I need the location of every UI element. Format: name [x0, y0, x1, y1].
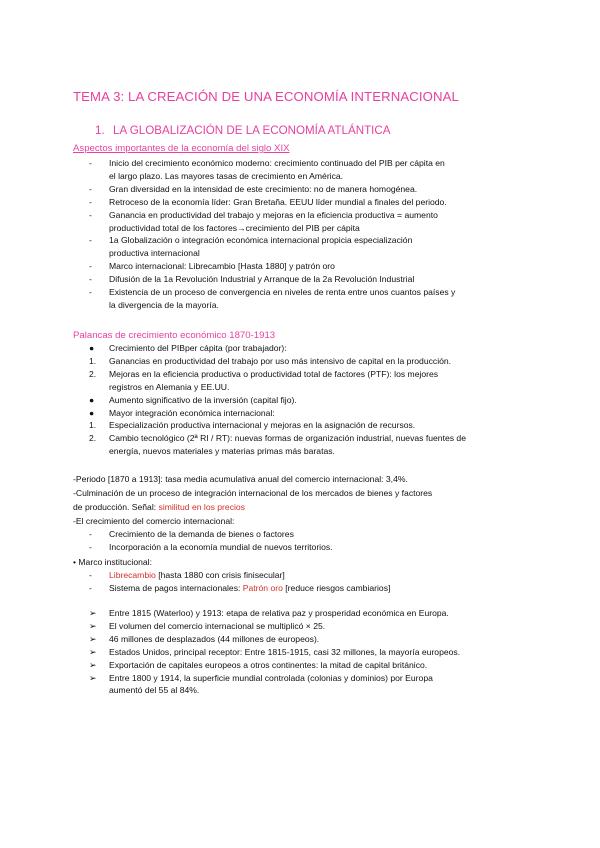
dash-marker: -	[89, 235, 92, 246]
list-item-text: Marco internacional: Librecambio [Hasta 1880] y patrón oro	[109, 261, 335, 272]
list-item-text: Gran diversidad en la intensidad de este crecimiento: no de manera homogénea.	[109, 183, 418, 194]
arrow-bullet-icon: ➢	[89, 608, 97, 618]
list-item-text: Crecimiento del PIBper cápita (por trabajador):	[109, 343, 287, 353]
list-item	[0, 646, 460, 659]
periodo-line-1: -Periodo [1870 a 1913]: tasa media acumulativa anual del comercio internacional: 3,4%.	[73, 474, 408, 484]
section-heading-text: LA GLOBALIZACIÓN DE LA ECONOMÍA ATLÁNTICA	[113, 124, 391, 137]
arrow-bullet-icon: ➢	[89, 659, 97, 670]
list-item-text: Aumento significativo de la inversión (capital fijo).	[109, 394, 297, 405]
list-item-text: Difusión de la 1a Revolución Industrial y Arranque de la 2a Revolución Industrial	[109, 274, 415, 285]
page-title: TEMA 3: LA CREACIÓN DE UNA ECONOMÍA INTERNACIONAL	[73, 89, 459, 104]
list-item	[0, 368, 466, 394]
periodo-line-2: -Culminación de un proceso de integración internacional de los mercados de bienes y factores	[73, 488, 433, 498]
aspectos-heading: Aspectos importantes de la economía del siglo XIX	[73, 143, 290, 154]
dash-marker: -	[89, 158, 92, 168]
list-item-text: el largo plazo. Las mayores tasas de crecimiento en América.	[109, 170, 344, 181]
list-item	[0, 582, 390, 595]
dash-marker: -	[89, 209, 92, 220]
arrow-bullet-icon: ➢	[89, 633, 97, 644]
arrow-bullet-icon: ➢	[89, 672, 97, 683]
bullet-marker: 1.	[89, 355, 97, 366]
list-item	[0, 528, 333, 541]
list-item	[0, 342, 466, 355]
pagos-text: Sistema de pagos internacionales:	[109, 582, 243, 593]
bullet-marker: ●	[89, 394, 95, 405]
list-item	[0, 286, 455, 312]
list-item-text: Especialización productiva internacional y mejoras en la asignación de recursos.	[109, 420, 416, 431]
dash-marker: -	[89, 183, 92, 194]
list-item-text: aumentó del 55 al 84%.	[109, 685, 200, 696]
marco-list	[0, 569, 390, 595]
list-item	[0, 355, 466, 368]
dash-marker: -	[89, 541, 92, 552]
list-item-text: Cambio tecnológico (2ª RI / RT): nuevas formas de organización industrial, nuevas fuentes de	[109, 433, 466, 444]
palancas-heading: Palancas de crecimiento económico 1870-1913	[73, 330, 276, 341]
librecambio-rest: [hasta 1880 con crisis finisecular]	[155, 570, 285, 580]
bullet-marker: 2.	[89, 368, 97, 379]
list-item-text: Exportación de capitales europeos a otros continentes: la mitad de capital británico.	[109, 659, 428, 670]
bullet-marker: 2.	[89, 433, 97, 444]
list-item	[0, 541, 333, 554]
periodo-line-3-text: de producción. Señal:	[73, 502, 159, 512]
librecambio-highlight: Librecambio	[109, 570, 156, 580]
list-item	[0, 260, 455, 273]
palancas-list	[0, 342, 466, 458]
list-item-text: Inicio del crecimiento económico moderno: crecimiento continuado del PIB per cápita en	[109, 158, 445, 168]
list-item-text: 46 millones de desplazados (44 millones de europeos).	[109, 633, 320, 644]
dash-marker: -	[89, 582, 92, 593]
list-item-text: Mayor integración económica internacional:	[109, 407, 275, 418]
list-item-text: la divergencia de la mayoría.	[109, 299, 219, 310]
dash-marker: -	[89, 196, 92, 207]
bullet-marker: ●	[89, 407, 95, 418]
list-item	[0, 157, 455, 183]
list-item-text: Ganancia en productividad del trabajo y mejoras en la eficiencia productiva = aumento	[109, 209, 438, 220]
list-item-text: Entre 1815 (Waterloo) y 1913: etapa de relativa paz y prosperidad económica en Europa.	[109, 608, 449, 618]
list-item	[0, 607, 460, 620]
marco-heading: • Marco institucional:	[73, 557, 152, 567]
list-item	[0, 419, 466, 432]
list-item-text: productiva internacional	[109, 248, 200, 259]
list-item-text: productividad total de los factores→crecimiento del PIB per cápita	[109, 222, 360, 233]
arrows-list	[0, 607, 460, 697]
list-item-text: 1a Globalización o integración económica internacional propicia especialización	[109, 235, 413, 246]
list-item-text: El volumen del comercio internacional se multiplicó × 25.	[109, 620, 326, 631]
list-item-text: Crecimiento de la demanda de bienes o factores	[109, 529, 294, 539]
bullet-marker: 1.	[89, 420, 97, 431]
list-item	[0, 183, 455, 196]
periodo-line-4: -El crecimiento del comercio internacional:	[73, 516, 235, 526]
list-item-text: Ganancias en productividad del trabajo por uso más intensivo de capital en la producción.	[109, 355, 452, 366]
list-item-text: Incorporación a la economía mundial de nuevos territorios.	[109, 541, 333, 552]
list-item	[0, 620, 460, 633]
periodo-highlight: similitud en los precios	[158, 502, 245, 512]
list-item	[0, 196, 455, 209]
pagos-rest: [reduce riesgos cambiarios]	[282, 582, 391, 593]
list-item	[0, 633, 460, 646]
list-item	[0, 394, 466, 407]
list-item-text: energía, nuevos materiales y materias primas más baratas.	[109, 446, 335, 457]
list-item-text: Entre 1800 y 1914, la superficie mundial controlada (colonias y dominios) por Europa	[109, 672, 433, 683]
list-item	[0, 407, 466, 420]
list-item	[0, 672, 460, 698]
periodo-line-3	[73, 501, 245, 514]
list-item	[0, 659, 460, 672]
comercio-list	[0, 528, 333, 554]
list-item-text: Existencia de un proceso de convergencia en niveles de renta entre unos cuantos países y	[109, 287, 456, 298]
bullet-marker: ●	[89, 343, 95, 353]
dash-marker: -	[89, 529, 92, 539]
dash-marker: -	[89, 570, 92, 580]
list-item-text	[109, 582, 390, 595]
dash-marker: -	[89, 261, 92, 272]
section-number: 1.	[95, 124, 105, 137]
list-item-text: Mejoras en la eficiencia productiva o productividad total de factores (PTF): los mejores	[109, 368, 439, 379]
list-item	[0, 432, 466, 458]
dash-marker: -	[89, 287, 92, 298]
arrow-bullet-icon: ➢	[89, 620, 97, 631]
list-item	[0, 234, 455, 260]
section-heading	[95, 124, 390, 137]
patron-oro-highlight: Patrón oro	[242, 582, 283, 593]
list-item-text: Estados Unidos, principal receptor: Entre 1815-1915, casi 32 millones, la mayoría europeos.	[109, 646, 461, 657]
list-item	[0, 209, 455, 235]
list-item-text: registros en Alemania y EE.UU.	[109, 381, 230, 392]
list-item-text	[109, 569, 390, 582]
dash-marker: -	[89, 274, 92, 285]
list-item	[0, 569, 390, 582]
list-item-text: Retroceso de la economía líder: Gran Bretaña. EEUU líder mundial a finales del periodo.	[109, 196, 447, 207]
list-item	[0, 273, 455, 286]
aspectos-list	[0, 157, 455, 312]
arrow-bullet-icon: ➢	[89, 646, 97, 657]
